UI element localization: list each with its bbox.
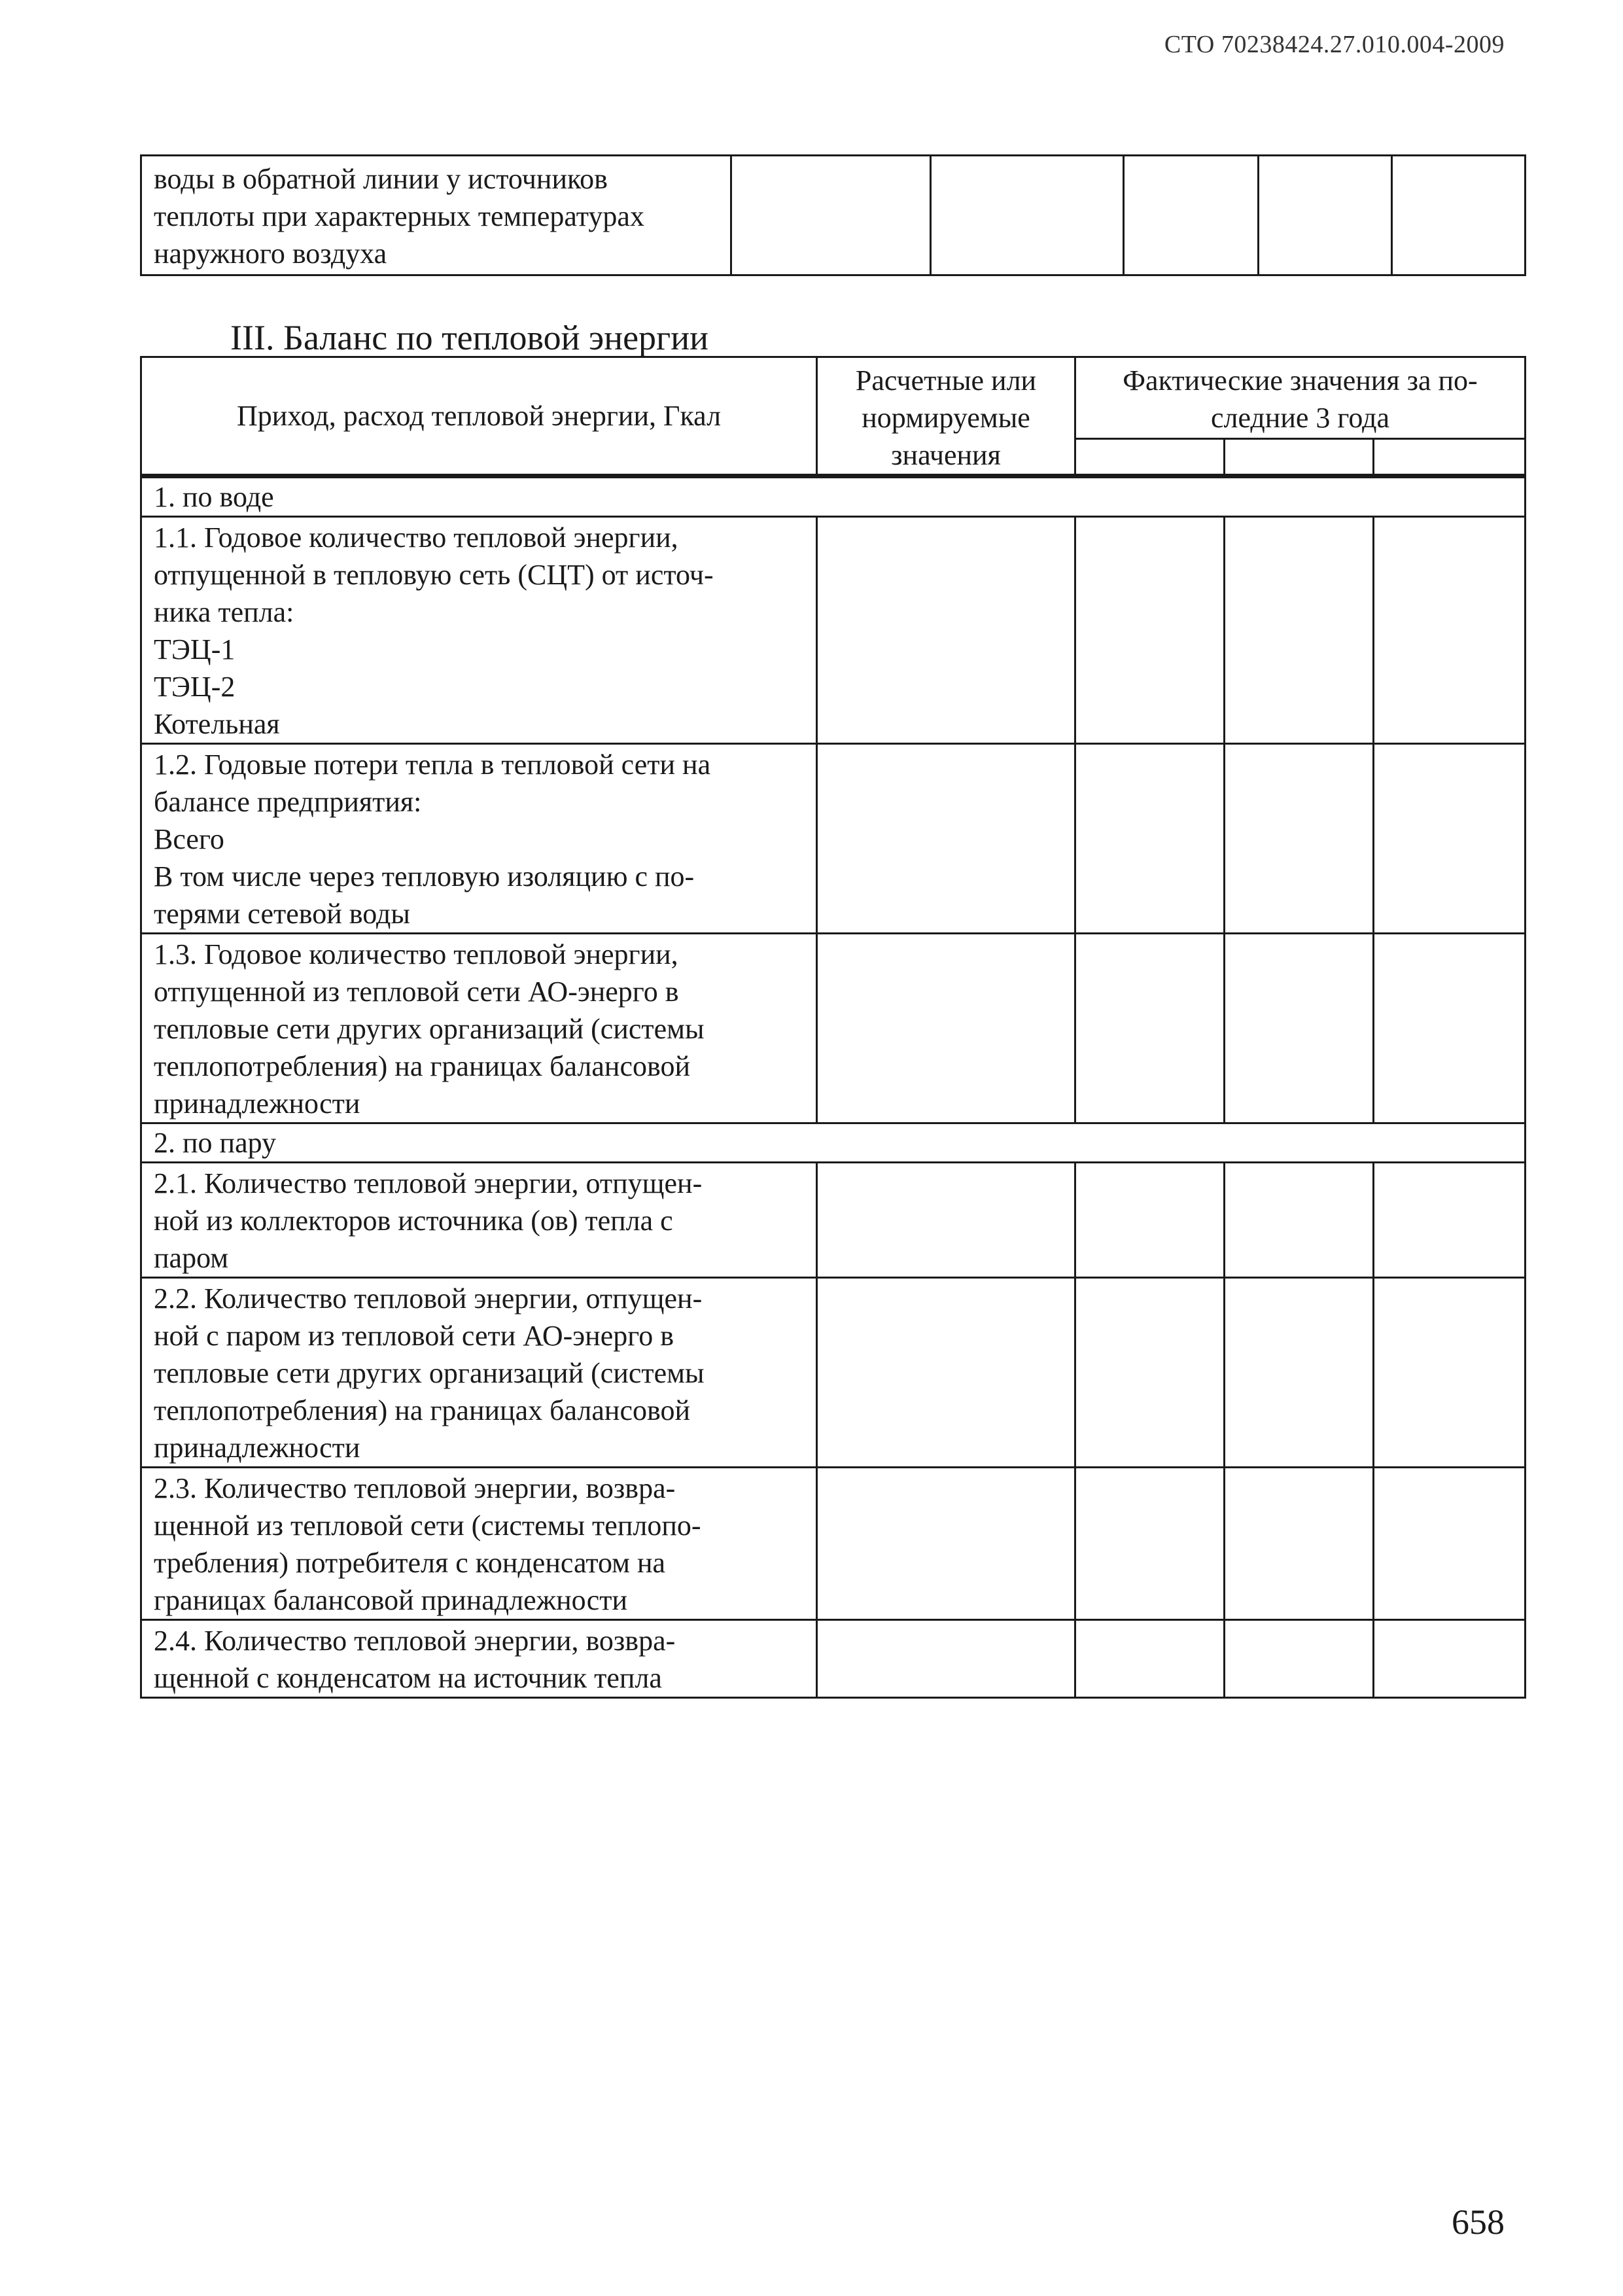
- table-row: [141, 1163, 1526, 1278]
- empty-cell: [817, 517, 1075, 744]
- table-row: [141, 517, 1526, 744]
- empty-cell: [1124, 156, 1259, 275]
- empty-cell: [1374, 934, 1526, 1123]
- empty-cell: [817, 1468, 1075, 1620]
- empty-cell: [1075, 744, 1225, 934]
- row-label: 1.1. Годовое количество тепловой энергии, отпущенной в тепловую сеть (СЦТ) от источ- ника тепла: ТЭЦ-1 ТЭЦ-2 Котельная: [141, 517, 817, 744]
- empty-cell: [817, 1278, 1075, 1468]
- table-row: [141, 744, 1526, 934]
- table-row: [141, 934, 1526, 1123]
- header-year-cell: [1374, 438, 1526, 476]
- continued-table: [140, 154, 1526, 276]
- empty-cell: [931, 156, 1124, 275]
- empty-cell: [1225, 517, 1374, 744]
- table-cell: воды в обратной линии у источников теплоты при характерных температурах наружного воздуха: [141, 156, 731, 275]
- empty-cell: [1374, 1278, 1526, 1468]
- table-row: [141, 156, 1526, 275]
- table-row: [141, 1620, 1526, 1698]
- table-row: [141, 1278, 1526, 1468]
- empty-cell: [1225, 1620, 1374, 1698]
- page-number: 658: [1452, 2202, 1505, 2242]
- empty-cell: [1225, 934, 1374, 1123]
- row-label: 2.4. Количество тепловой энергии, возвра- щенной с конденсатом на источник тепла: [141, 1620, 817, 1698]
- empty-cell: [1225, 1163, 1374, 1278]
- header-item: Приход, расход тепловой энергии, Гкал: [141, 357, 817, 476]
- empty-cell: [1225, 1278, 1374, 1468]
- empty-cell: [1374, 744, 1526, 934]
- document-code: СТО 70238424.27.010.004-2009: [1164, 31, 1505, 58]
- header-calculated: Расчетные или нормируемые значения: [817, 357, 1075, 476]
- header-year-cell: [1225, 438, 1374, 476]
- table-row: [141, 1468, 1526, 1620]
- empty-cell: [1374, 1468, 1526, 1620]
- header-actual: Фактические значения за по- следние 3 года: [1075, 357, 1526, 439]
- group-row: [141, 476, 1526, 517]
- empty-cell: [1225, 1468, 1374, 1620]
- empty-cell: [1225, 744, 1374, 934]
- empty-cell: [1075, 1468, 1225, 1620]
- empty-cell: [817, 1163, 1075, 1278]
- group-title: 2. по пару: [141, 1123, 1526, 1163]
- row-label: 1.3. Годовое количество тепловой энергии, отпущенной из тепловой сети АО-энерго в тепловые сети других организаций (системы теплопотребления) на границах балансовой принадлежности: [141, 934, 817, 1123]
- empty-cell: [1374, 517, 1526, 744]
- empty-cell: [817, 744, 1075, 934]
- empty-cell: [1374, 1163, 1526, 1278]
- group-row: [141, 1123, 1526, 1163]
- header-row: [141, 357, 1526, 439]
- empty-cell: [1075, 1278, 1225, 1468]
- row-label: 2.3. Количество тепловой энергии, возвра- щенной из тепловой сети (системы теплопо- требления) потребителя с конденсатом на границах балансовой принадлежности: [141, 1468, 817, 1620]
- empty-cell: [1075, 934, 1225, 1123]
- empty-cell: [817, 934, 1075, 1123]
- row-label: 1.2. Годовые потери тепла в тепловой сети на балансе предприятия: Всего В том числе через тепловую изоляцию с по- терями сетевой воды: [141, 744, 817, 934]
- empty-cell: [1075, 1620, 1225, 1698]
- empty-cell: [1392, 156, 1526, 275]
- empty-cell: [817, 1620, 1075, 1698]
- header-year-cell: [1075, 438, 1225, 476]
- empty-cell: [1075, 1163, 1225, 1278]
- empty-cell: [731, 156, 931, 275]
- empty-cell: [1259, 156, 1392, 275]
- group-title: 1. по воде: [141, 476, 1526, 517]
- balance-table: [140, 356, 1526, 1699]
- section-title: III. Баланс по тепловой энергии: [230, 318, 709, 357]
- empty-cell: [1374, 1620, 1526, 1698]
- row-label: 2.2. Количество тепловой энергии, отпущен- ной с паром из тепловой сети АО-энерго в тепловые сети других организаций (системы теплопотребления) на границах балансовой принадлежности: [141, 1278, 817, 1468]
- empty-cell: [1075, 517, 1225, 744]
- row-label: 2.1. Количество тепловой энергии, отпущен- ной из коллекторов источника (ов) тепла с паром: [141, 1163, 817, 1278]
